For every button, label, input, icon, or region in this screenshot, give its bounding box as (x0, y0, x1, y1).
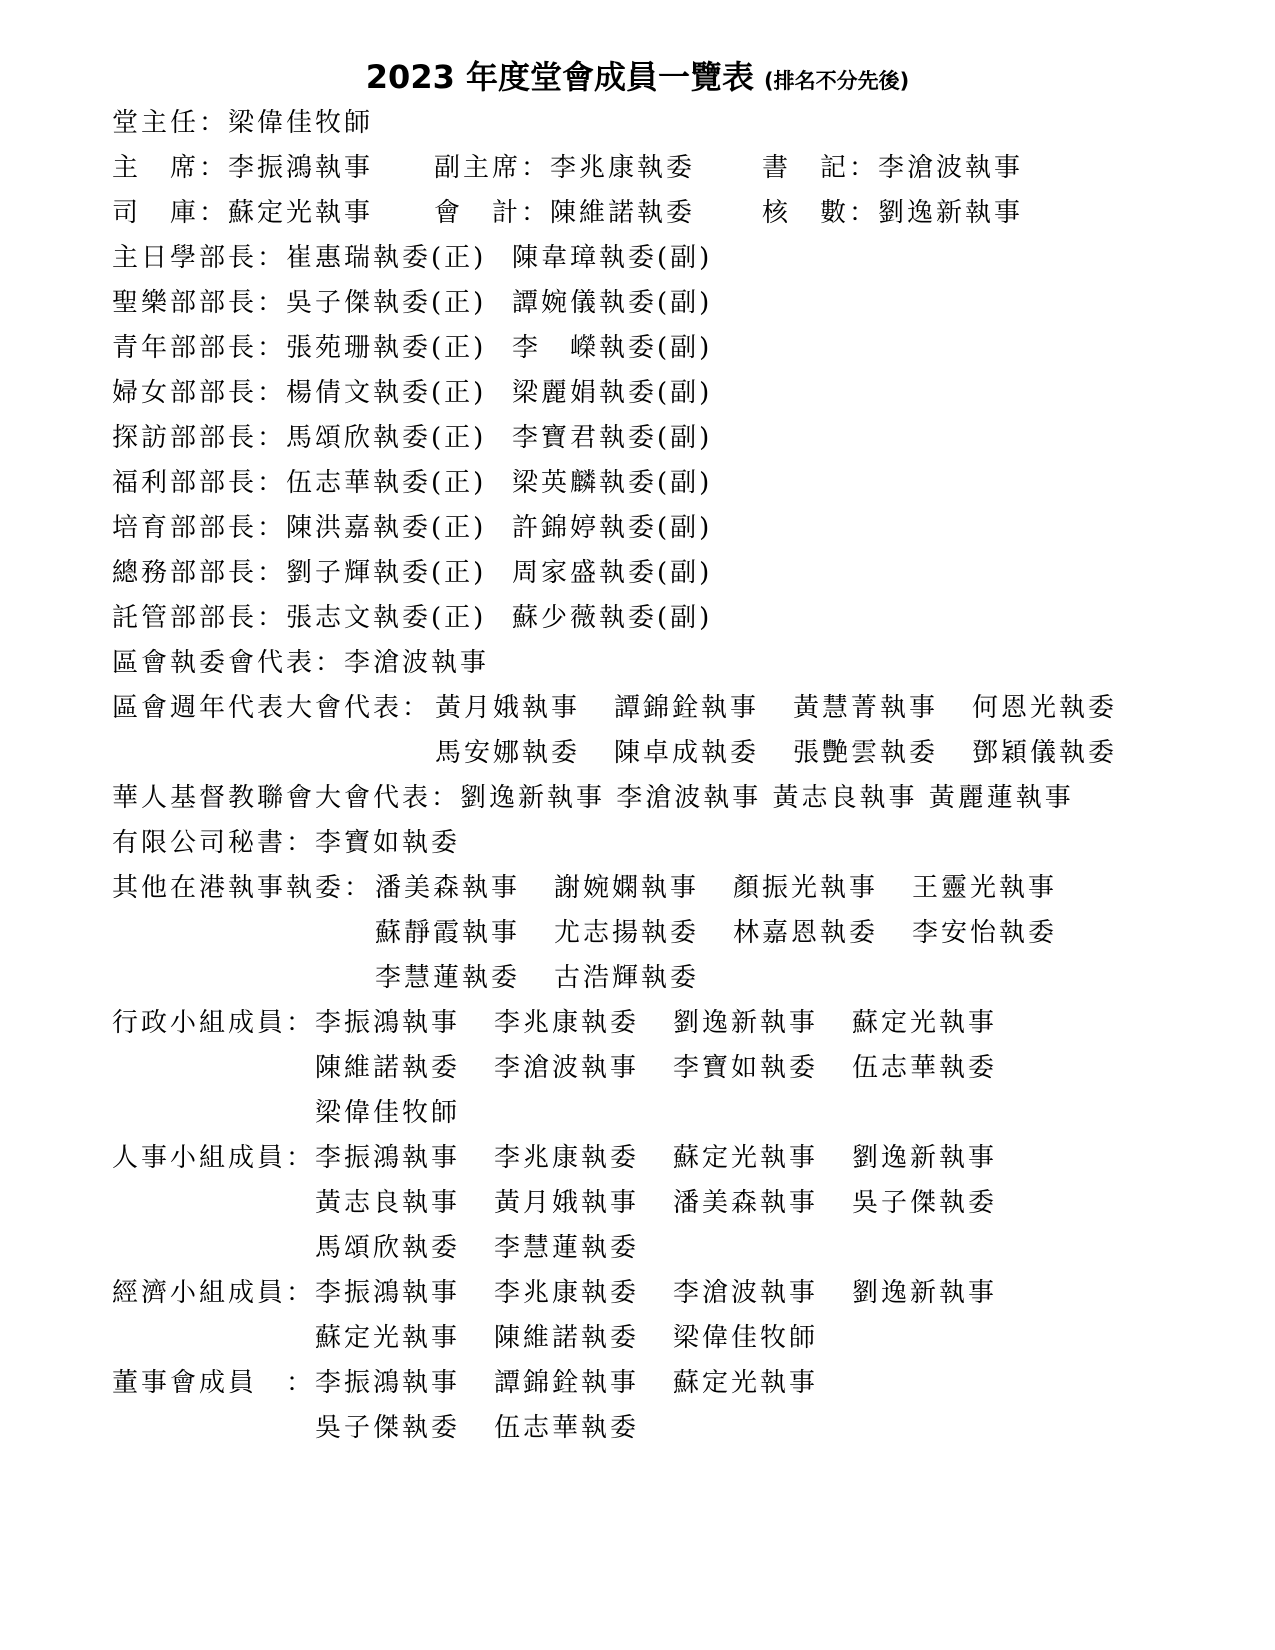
member-name: 馬頌欣執委 (315, 1233, 461, 1263)
treasurer: 司 庫：蘇定光執事 (112, 198, 374, 228)
district-rep: 區會執委會代表：李滄波執事 (112, 648, 490, 678)
department-head: 託管部部長：張志文執委(正) (112, 603, 487, 633)
department-deputy: 李寶君執委(副) (512, 423, 713, 453)
department-head: 培育部部長：陳洪嘉執委(正) (112, 513, 487, 543)
department-head: 聖樂部部長：吳子傑執委(正) (112, 288, 487, 318)
member-name: 黃月娥執事 (494, 1188, 640, 1218)
company-secretary: 有限公司秘書：李寶如執委 (112, 828, 461, 858)
member-name: 蘇定光執事 (315, 1323, 461, 1353)
document-title (0, 52, 1275, 98)
member-name: 蘇定光執事 (852, 1008, 998, 1038)
member-name: 伍志華執委 (852, 1053, 998, 1083)
department-deputy: 周家盛執委(副) (512, 558, 713, 588)
member-name: 謝婉嫻執事 (554, 873, 700, 903)
member-name: 李振鴻執事 (315, 1008, 461, 1038)
member-name: 伍志華執委 (494, 1413, 640, 1443)
auditor: 核 數：劉逸新執事 (762, 198, 1024, 228)
member-name: 吳子傑執委 (315, 1413, 461, 1443)
member-name: 譚錦銓執事 (494, 1368, 640, 1398)
member-name: 尤志揚執委 (554, 918, 700, 948)
member-name: 劉逸新執事 (673, 1008, 819, 1038)
member-name: 李寶如執委 (673, 1053, 819, 1083)
title-note: (排名不分先後) (764, 69, 910, 93)
member-name: 黃志良執事 (315, 1188, 461, 1218)
member-name: 王靈光執事 (912, 873, 1058, 903)
member-name: 潘美森執事 (673, 1188, 819, 1218)
finance-group-label: 經濟小組成員： (112, 1278, 316, 1308)
member-name: 顏振光執事 (733, 873, 879, 903)
member-name: 李慧蓮執委 (375, 963, 521, 993)
member-name: 陳維諾執委 (315, 1053, 461, 1083)
member-name: 陳維諾執委 (494, 1323, 640, 1353)
hr-group-label: 人事小組成員： (112, 1143, 316, 1173)
department-head: 總務部部長：劉子輝執委(正) (112, 558, 487, 588)
secretary: 書 記：李滄波執事 (762, 153, 1024, 183)
department-deputy: 梁麗娟執委(副) (512, 378, 713, 408)
member-name: 蘇定光執事 (673, 1368, 819, 1398)
member-name: 李兆康執委 (494, 1008, 640, 1038)
member-name: 古浩輝執委 (554, 963, 700, 993)
member-name: 黃慧菁執事 (793, 693, 939, 723)
admin-group-label: 行政小組成員： (112, 1008, 316, 1038)
member-name: 譚錦銓執事 (614, 693, 760, 723)
member-name: 黃月娥執事 (435, 693, 581, 723)
member-name: 劉逸新執事 (852, 1278, 998, 1308)
member-name: 林嘉恩執委 (733, 918, 879, 948)
department-head: 青年部部長：張苑珊執委(正) (112, 333, 487, 363)
member-name: 李慧蓮執委 (494, 1233, 640, 1263)
department-head: 探訪部部長：馬頌欣執委(正) (112, 423, 487, 453)
vice-chair: 副主席：李兆康執委 (434, 153, 696, 183)
accountant: 會 計：陳維諾執委 (434, 198, 696, 228)
anniversary-reps-label: 區會週年代表大會代表： (112, 693, 432, 723)
member-name: 李滄波執事 (494, 1053, 640, 1083)
board-label: 董事會成員 ： (112, 1368, 316, 1398)
federation-reps: 華人基督教聯會大會代表：劉逸新執事 李滄波執事 黃志良執事 黃麗蓮執事 (112, 783, 1074, 813)
chair: 主 席：李振鴻執事 (112, 153, 374, 183)
department-deputy: 蘇少薇執委(副) (512, 603, 713, 633)
member-name: 蘇靜霞執事 (375, 918, 521, 948)
department-head: 福利部部長：伍志華執委(正) (112, 468, 487, 498)
member-name: 李安怡執委 (912, 918, 1058, 948)
department-deputy: 許錦婷執委(副) (512, 513, 713, 543)
department-deputy: 陳韋璋執委(副) (512, 243, 713, 273)
title-text: 2023 年度堂會成員一覽表 (365, 58, 754, 96)
member-name: 馬安娜執委 (435, 738, 581, 768)
member-name: 李振鴻執事 (315, 1368, 461, 1398)
member-name: 蘇定光執事 (673, 1143, 819, 1173)
pastor: 堂主任：梁偉佳牧師 (112, 108, 374, 138)
member-name: 陳卓成執委 (614, 738, 760, 768)
member-name: 張艷雲執委 (793, 738, 939, 768)
department-head: 婦女部部長：楊倩文執委(正) (112, 378, 487, 408)
member-name: 梁偉佳牧師 (315, 1098, 461, 1128)
department-deputy: 譚婉儀執委(副) (512, 288, 713, 318)
member-name: 梁偉佳牧師 (673, 1323, 819, 1353)
member-name: 李振鴻執事 (315, 1143, 461, 1173)
member-name: 劉逸新執事 (852, 1143, 998, 1173)
member-name: 李兆康執委 (494, 1278, 640, 1308)
department-deputy: 梁英麟執委(副) (512, 468, 713, 498)
member-name: 何恩光執委 (972, 693, 1118, 723)
member-name: 潘美森執事 (375, 873, 521, 903)
department-deputy: 李 嶸執委(副) (512, 333, 713, 363)
member-name: 李振鴻執事 (315, 1278, 461, 1308)
department-head: 主日學部長：崔惠瑞執委(正) (112, 243, 487, 273)
others-label: 其他在港執事執委： (112, 873, 374, 903)
member-name: 吳子傑執委 (852, 1188, 998, 1218)
member-name: 李滄波執事 (673, 1278, 819, 1308)
member-name: 鄧穎儀執委 (972, 738, 1118, 768)
member-name: 李兆康執委 (494, 1143, 640, 1173)
